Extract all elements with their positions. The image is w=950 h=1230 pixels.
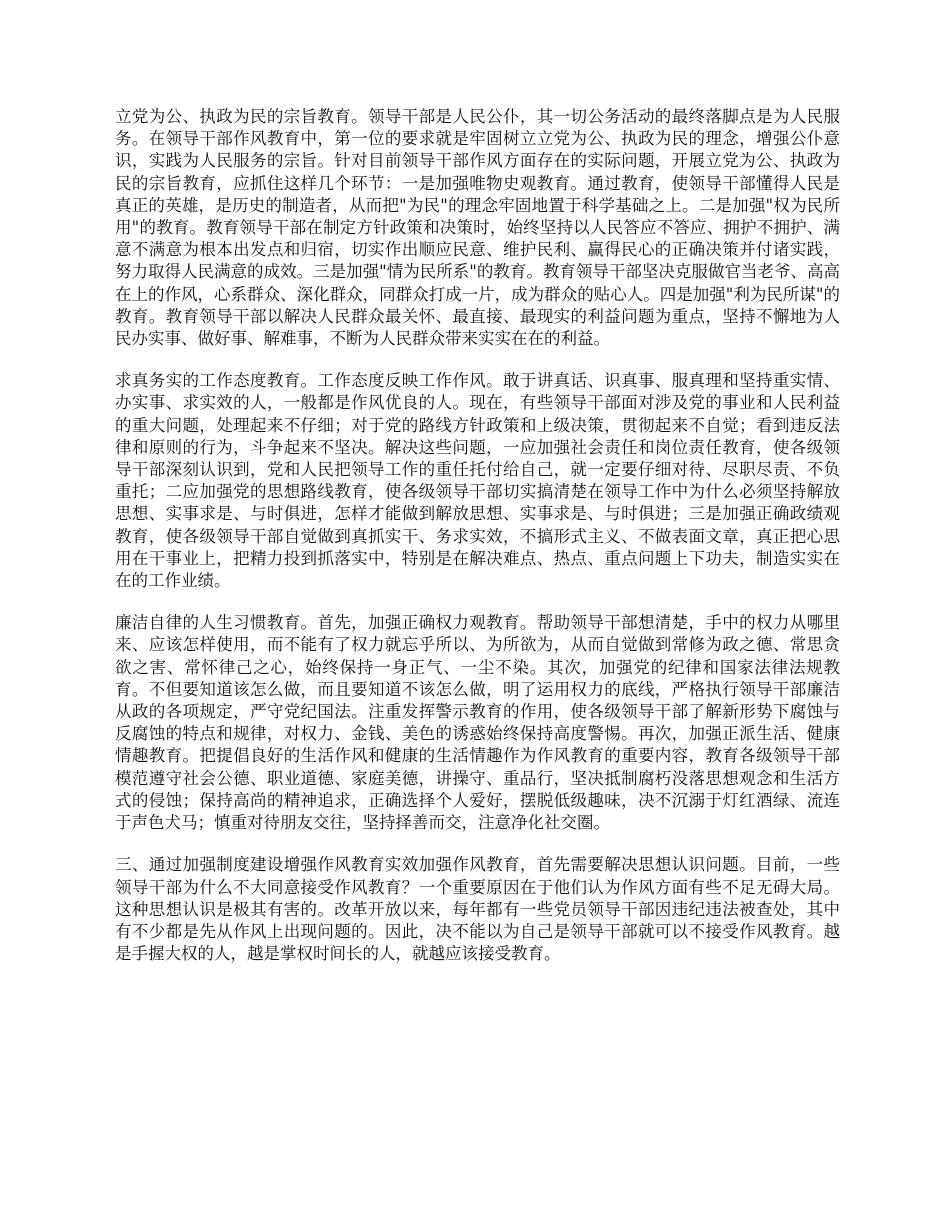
paragraph-work-attitude-education: 求真务实的工作态度教育。工作态度反映工作作风。敢于讲真话、识真事、服真理和坚持重实情、办实事、求实效的人，一般都是作风优良的人。现在，有些领导干部面对涉及党的事业和人民利益的重大问题，处理起来不仔细；对于党的路线方针政策和上级决策，贯彻起来不自觉；看到违反法律和原则的行为，斗争起来不坚决。解决这些问题，一应加强社会责任和岗位责任教育，使各级领导干部深刻认识到，党和人民把领导工作的重任托付给自己，就一定要仔细对待、尽职尽责、不负重托；二应加强党的思想路线教育，使各级领导干部切实搞清楚在领导工作中为什么必须坚持解放思想、实事求是、与时俱进，怎样才能做到解放思想、实事求是、与时俱进；三是加强正确政绩观教育，使各级领导干部自觉做到真抓实干、务求实效，不搞形式主义、不做表面文章，真正把心思用在干事业上，把精力投到抓落实中，特别是在解决难点、热点、重点问题上下功夫，制造实实在在的工作业绩。 [115,371,840,591]
paragraph-purpose-education: 立党为公、执政为民的宗旨教育。领导干部是人民公仆，其一切公务活动的最终落脚点是为人民服务。在领导干部作风教育中，第一位的要求就是牢固树立立党为公、执政为民的理念，增强公仆意识，实践为人民服务的宗旨。针对目前领导干部作风方面存在的实际问题，开展立党为公、执政为民的宗旨教育，应抓住这样几个环节：一是加强唯物史观教育。通过教育，使领导干部懂得人民是真正的英雄，是历史的制造者，从而把"为民"的理念牢固地置于科学基础之上。二是加强"权为民所用"的教育。教育领导干部在制定方针政策和决策时，始终坚持以人民答应不答应、拥护不拥护、满意不满意为根本出发点和归宿，切实作出顺应民意、维护民利、赢得民心的正确决策并付诸实践，努力取得人民满意的成效。三是加强"情为民所系"的教育。教育领导干部坚决克服做官当老爷、高高在上的作风，心系群众、深化群众，同群众打成一片，成为群众的贴心人。四是加强"利为民所谋"的教育。教育领导干部以解决人民群众最关怀、最直接、最现实的利益问题为重点，坚持不懈地为人民办实事、做好事、解难事，不断为人民群众带来实实在在的利益。 [115,107,840,349]
document-body [115,106,840,985]
paragraph-institution-building: 三、通过加强制度建设增强作风教育实效加强作风教育，首先需要解决思想认识问题。目前，一些领导干部为什么不大同意接受作风教育？一个重要原因在于他们认为作风方面有些不足无碍大局。这种思想认识是极其有害的。改革开放以来，每年都有一些党员领导干部因违纪违法被查处，其中有不少都是先从作风上出现问题的。因此，决不能以为自己是领导干部就可以不接受作风教育。越是手握大权的人，越是掌权时间长的人，就越应该接受教育。 [115,855,840,964]
paragraph-integrity-education: 廉洁自律的人生习惯教育。首先，加强正确权力观教育。帮助领导干部想清楚，手中的权力从哪里来、应该怎样使用，而不能有了权力就忘乎所以、为所欲为，从而自觉做到常修为政之德、常思贪欲之害、常怀律己之心，始终保持一身正气、一尘不染。其次，加强党的纪律和国家法律法规教育。不但要知道该怎么做，而且要知道不该怎么做，明了运用权力的底线，严格执行领导干部廉洁从政的各项规定，严守党纪国法。注重发挥警示教育的作用，使各级领导干部了解新形势下腐蚀与反腐蚀的特点和规律，对权力、金钱、美色的诱惑始终保持高度警惕。再次，加强正派生活、健康情趣教育。把提倡良好的生活作风和健康的生活情趣作为作风教育的重要内容，教育各级领导干部模范遵守社会公德、职业道德、家庭美德，讲操守、重品行，坚决抵制腐朽没落思想观念和生活方式的侵蚀；保持高尚的精神追求，正确选择个人爱好，摆脱低级趣味，决不沉溺于灯红酒绿、流连于声色犬马；慎重对待朋友交往，坚持择善而交，注意净化社交圈。 [115,613,840,833]
